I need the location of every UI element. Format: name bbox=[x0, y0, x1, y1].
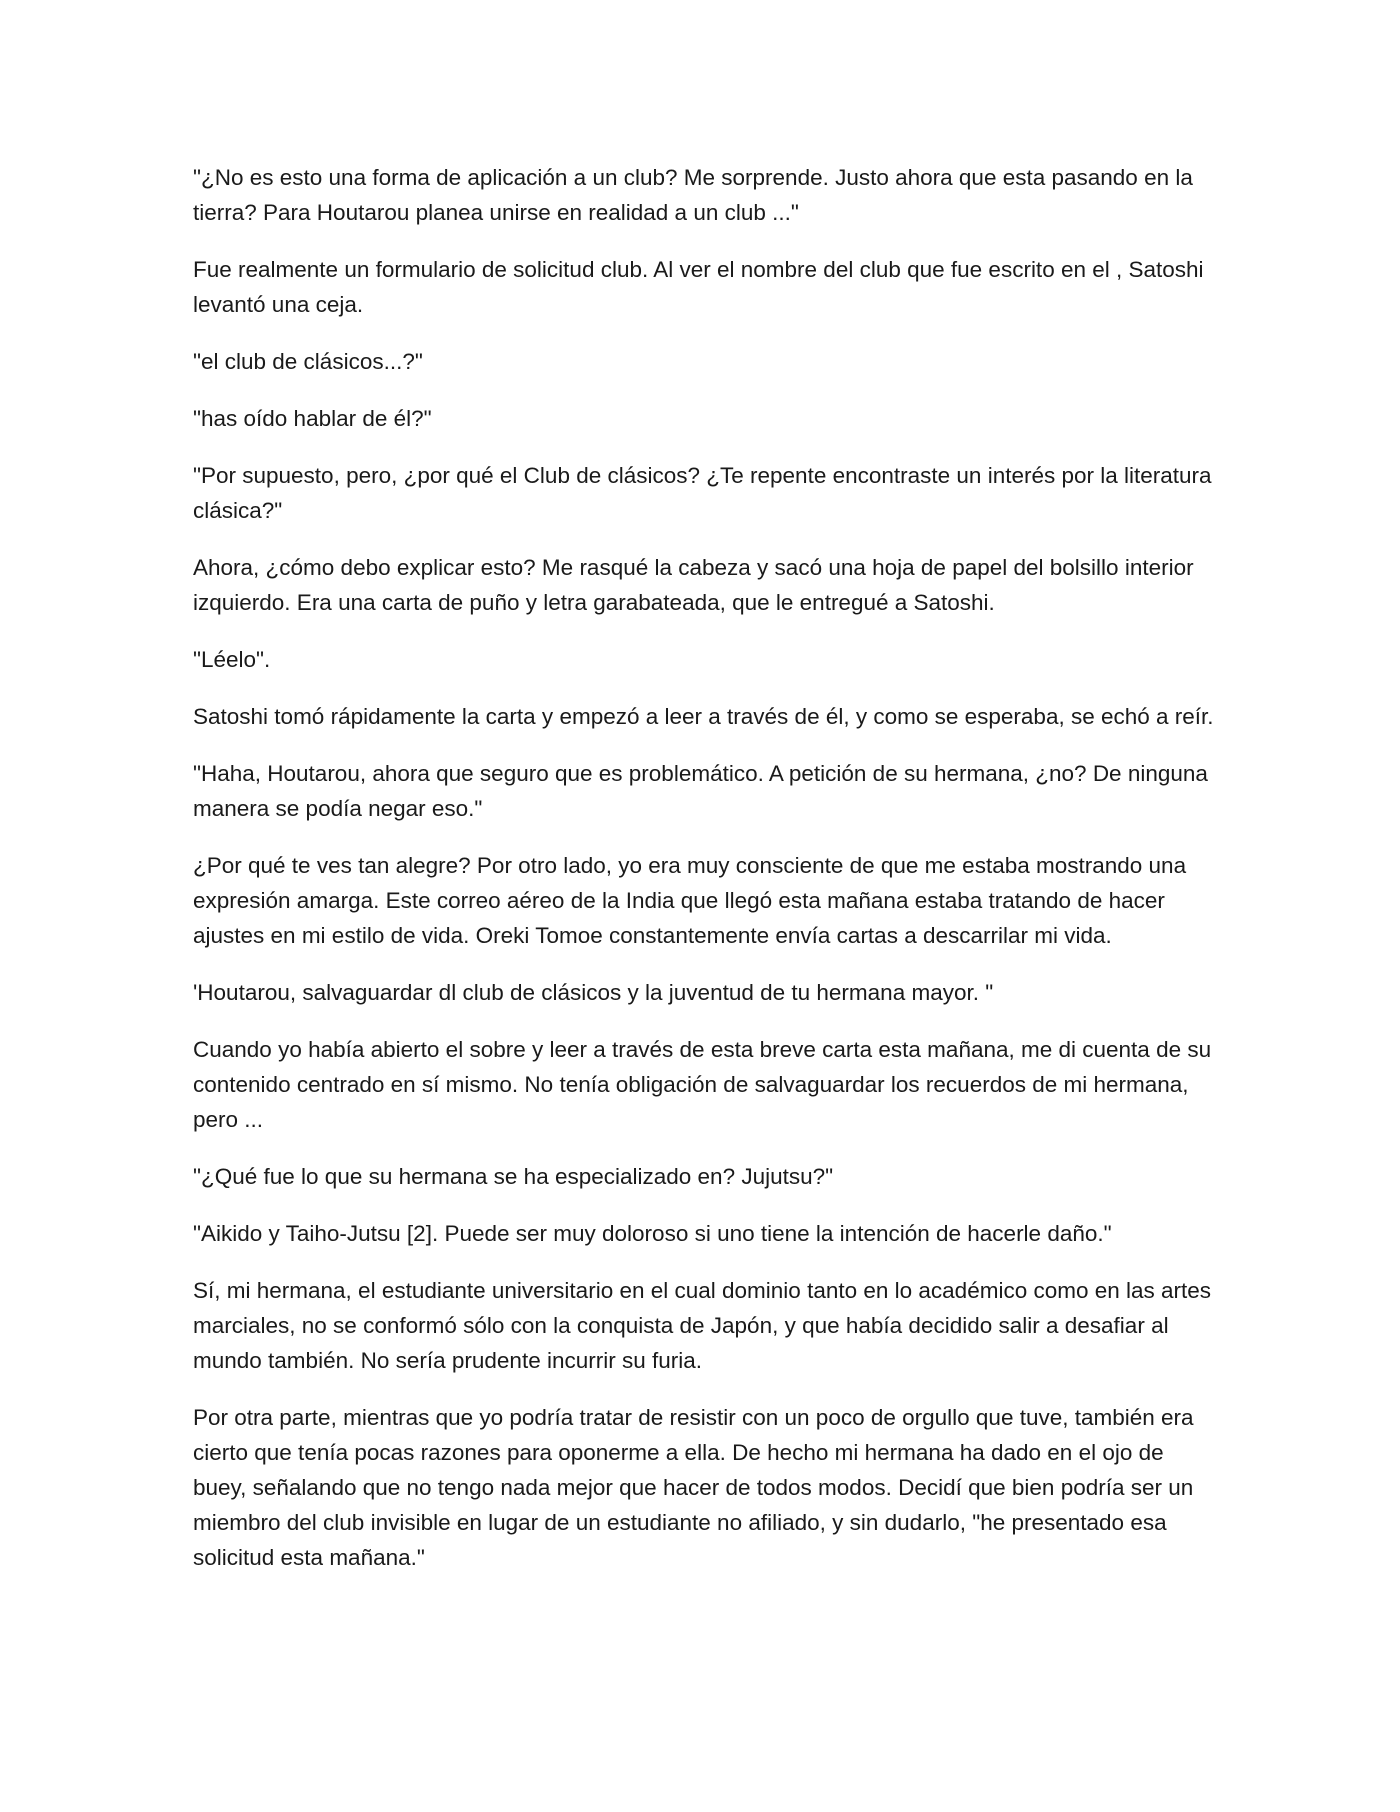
paragraph: Sí, mi hermana, el estudiante universitario en el cual dominio tanto en lo académico como en las artes marciales, no se conformó sólo con la conquista de Japón, y que había decidido salir a desafiar al mundo también. No sería prudente incurrir su furia. bbox=[193, 1278, 1212, 1373]
document-body bbox=[193, 160, 1223, 1597]
paragraph: ¿Por qué te ves tan alegre? Por otro lado, yo era muy consciente de que me estaba mostrando una expresión amarga. Este correo aéreo de la India que llegó esta mañana estaba tratando de hacer ajustes en mi estilo de vida. Oreki Tomoe constantemente envía cartas a descarrilar mi vida. bbox=[193, 853, 1187, 948]
paragraph: Ahora, ¿cómo debo explicar esto? Me rasqué la cabeza y sacó una hoja de papel del bolsillo interior izquierdo. Era una carta de puño y letra garabateada, que le entregué a Satoshi. bbox=[193, 555, 1194, 615]
paragraph: "has oído hablar de él?" bbox=[193, 406, 432, 431]
paragraph: Satoshi tomó rápidamente la carta y empezó a leer a través de él, y como se esperaba, se echó a reír. bbox=[193, 704, 1214, 729]
paragraph: "el club de clásicos...?" bbox=[193, 349, 423, 374]
paragraph: "Por supuesto, pero, ¿por qué el Club de clásicos? ¿Te repente encontraste un interés por la literatura clásica?" bbox=[193, 463, 1212, 523]
paragraph: 'Houtarou, salvaguardar dl club de clásicos y la juventud de tu hermana mayor. " bbox=[193, 980, 994, 1005]
paragraph: Por otra parte, mientras que yo podría tratar de resistir con un poco de orgullo que tuve, también era cierto que tenía pocas razones para oponerme a ella. De hecho mi hermana ha dado en el ojo de buey, señalando que no tengo nada mejor que hacer de todos modos. Decidí que bien podría ser un miembro del club invisible en lugar de un estudiante no afiliado, y sin dudarlo, "he presentado esa solicitud esta mañana." bbox=[193, 1405, 1194, 1570]
paragraph: "¿No es esto una forma de aplicación a un club? Me sorprende. Justo ahora que esta pasando en la tierra? Para Houtarou planea unirse en realidad a un club ..." bbox=[193, 165, 1193, 225]
paragraph: "Haha, Houtarou, ahora que seguro que es problemático. A petición de su hermana, ¿no? De ninguna manera se podía negar eso." bbox=[193, 761, 1208, 821]
paragraph: Fue realmente un formulario de solicitud club. Al ver el nombre del club que fue escrito en el , Satoshi levantó una ceja. bbox=[193, 257, 1204, 317]
paragraph: "Aikido y Taiho-Jutsu [2]. Puede ser muy doloroso si uno tiene la intención de hacerle daño." bbox=[193, 1221, 1112, 1246]
paragraph: "Léelo". bbox=[193, 647, 271, 672]
paragraph: Cuando yo había abierto el sobre y leer a través de esta breve carta esta mañana, me di cuenta de su contenido centrado en sí mismo. No tenía obligación de salvaguardar los recuerdos de mi hermana, pero ... bbox=[193, 1037, 1212, 1132]
paragraph: "¿Qué fue lo que su hermana se ha especializado en? Jujutsu?" bbox=[193, 1164, 834, 1189]
